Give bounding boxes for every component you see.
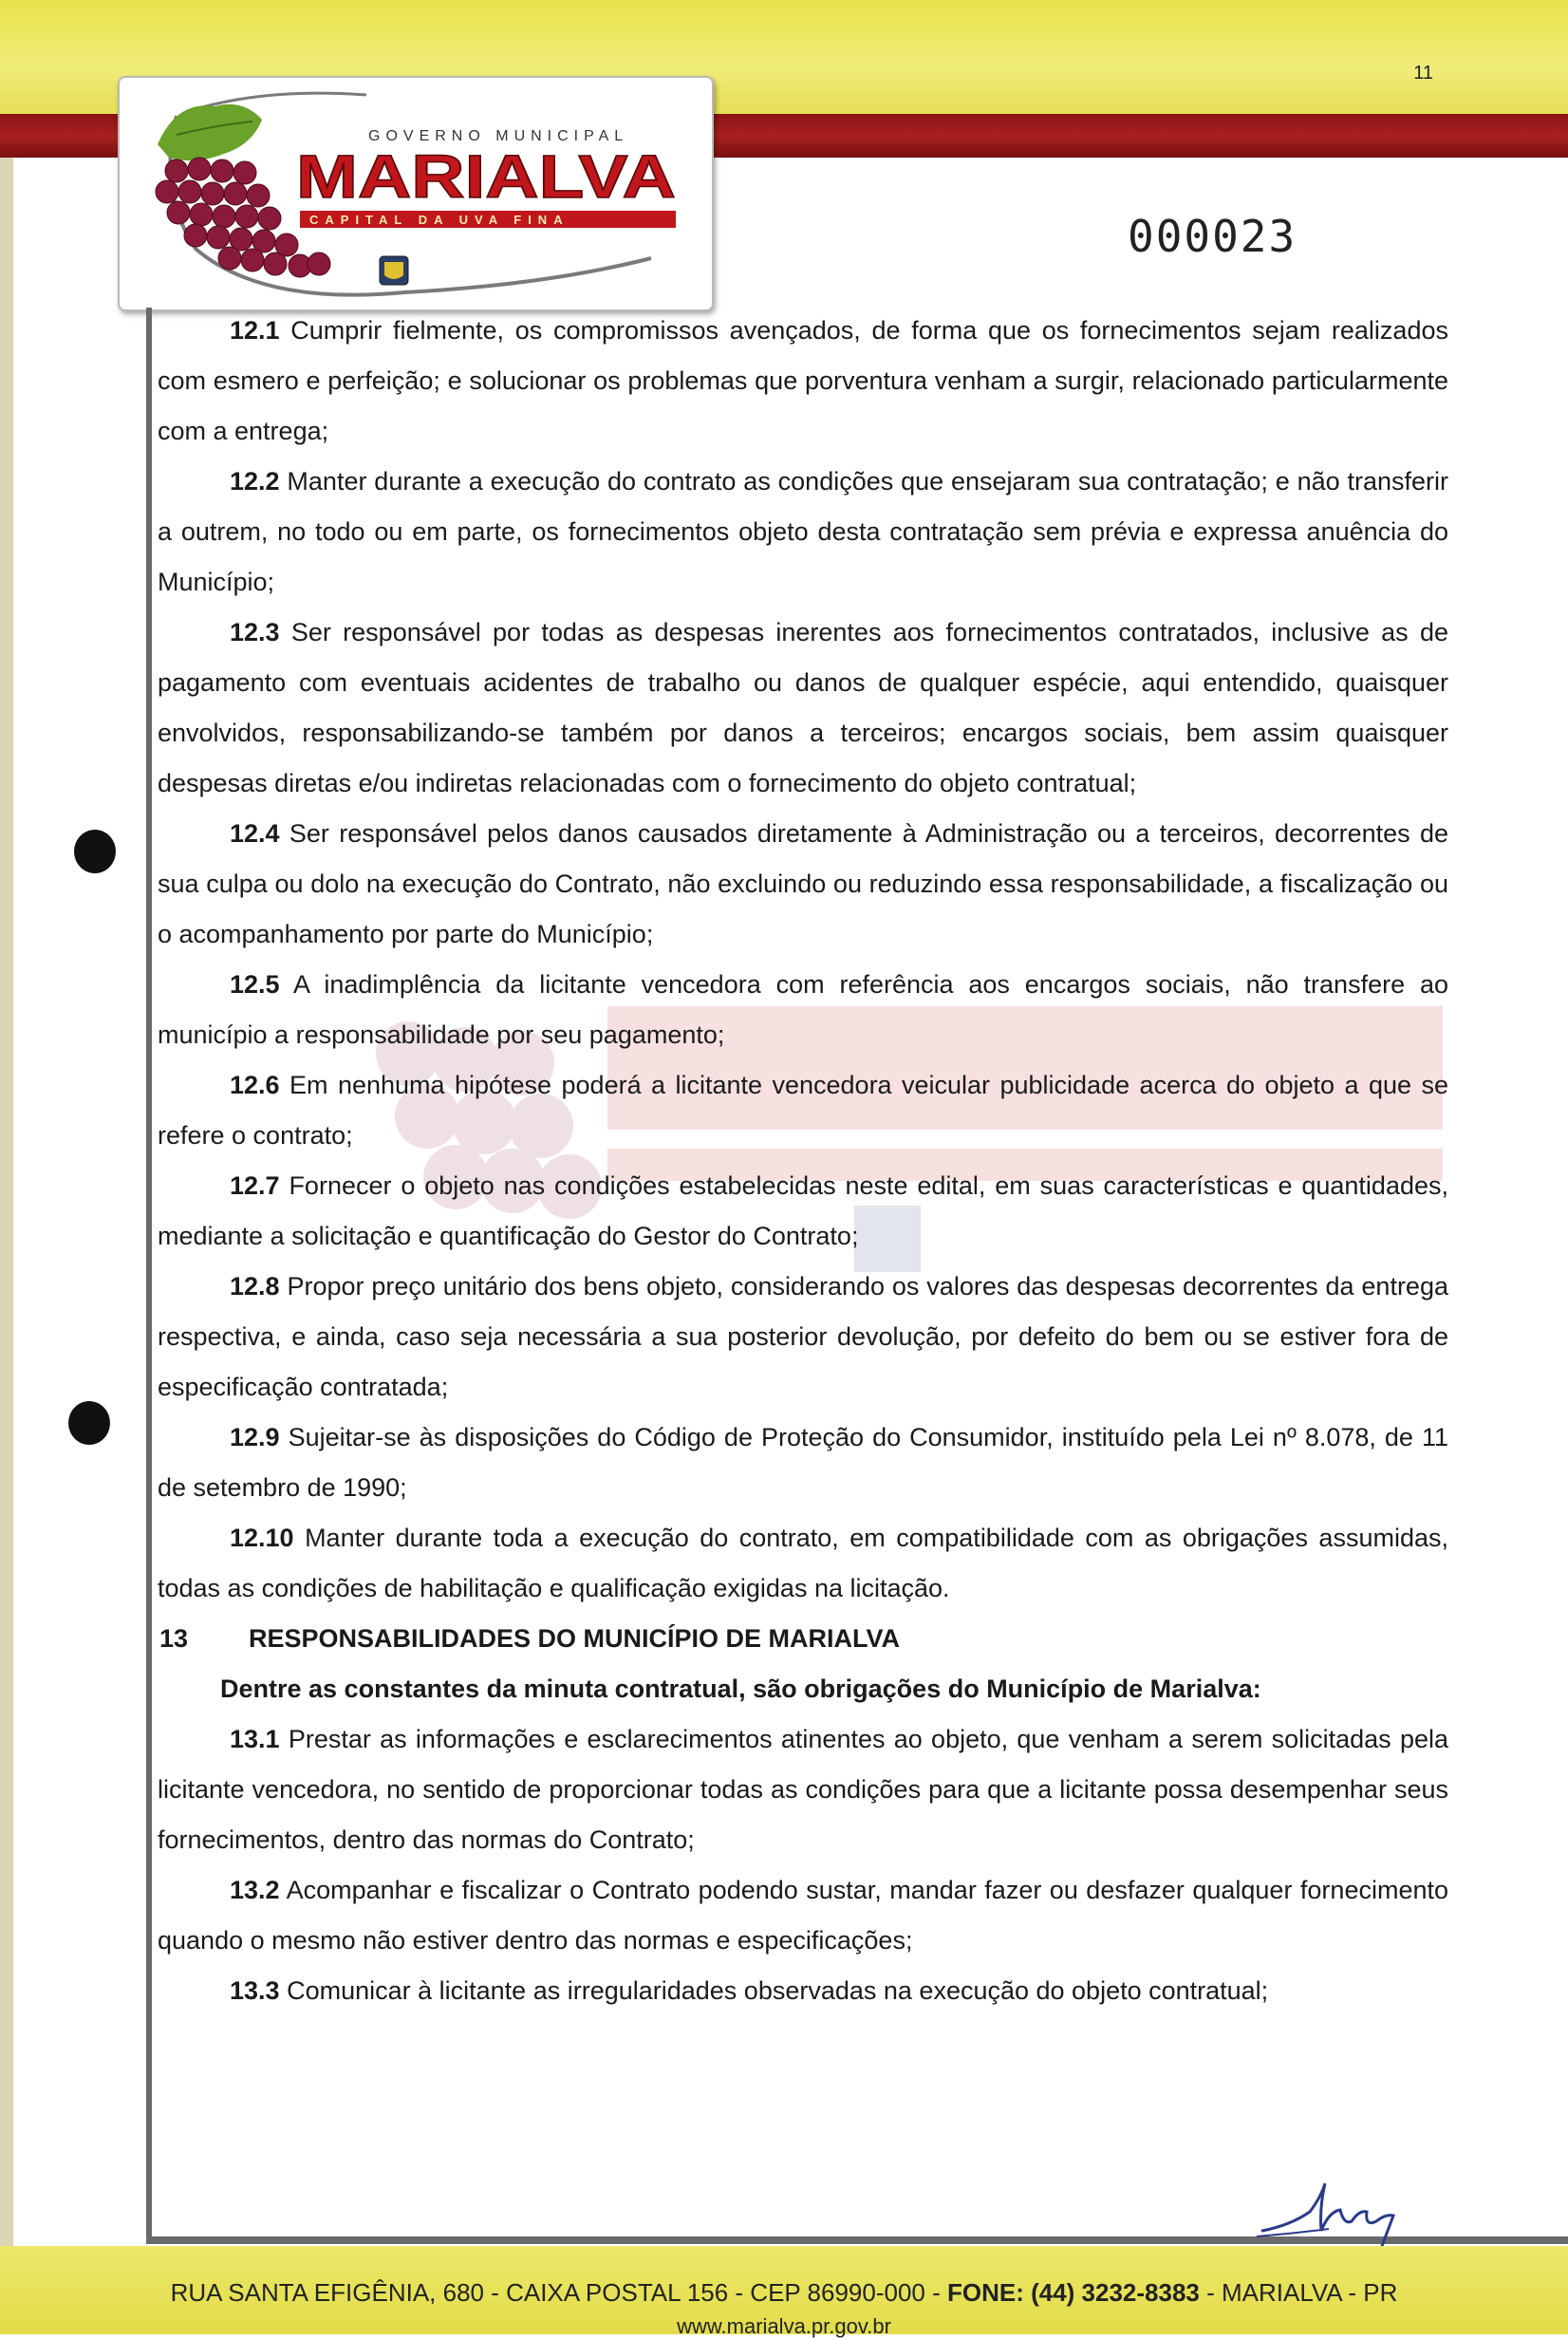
clause-13-3 (158, 1966, 1448, 2016)
punch-hole-bottom (68, 1401, 110, 1445)
clause-12-6 (158, 1060, 1448, 1161)
handwritten-signature (1253, 2174, 1424, 2250)
scan-left-strip (0, 158, 13, 2284)
clause-text: Prestar as informações e esclarecimentos atinentes ao objeto, que venham a serem solicitadas pela licitante vencedora, no sentido de proporcionar todas as condições para que a licitante possa desempenhar seus fornecimentos, dentro das normas do Contrato; (158, 1725, 1448, 1854)
clause-number: 13.1 (230, 1725, 280, 1753)
clause-12-2 (158, 457, 1448, 608)
clause-12-10 (158, 1513, 1448, 1614)
clause-number: 12.1 (230, 316, 280, 345)
clause-12-5 (158, 960, 1448, 1060)
document-stamp-number: 000023 (1128, 211, 1297, 262)
clause-number: 12.3 (230, 618, 280, 646)
clause-text: A inadimplência da licitante vencedora com referência aos encargos sociais, não transfere ao município a responsabilidade por seu pagamento; (158, 970, 1449, 1049)
logo-top-line: GOVERNO MUNICIPAL (368, 128, 629, 144)
clause-13-1 (158, 1714, 1448, 1865)
clause-number: 12.5 (230, 970, 280, 999)
logo-tagline: CAPITAL DA UVA FINA (309, 213, 569, 227)
clause-number: 13.2 (230, 1876, 280, 1904)
clause-13-2 (158, 1865, 1448, 1966)
clause-12-7 (158, 1161, 1448, 1262)
clause-number: 12.9 (230, 1423, 280, 1451)
clause-number: 12.7 (230, 1171, 280, 1200)
marialva-logo (118, 76, 714, 311)
clause-text: Propor preço unitário dos bens objeto, considerando os valores das despesas decorrentes da entrega respectiva, e ainda, caso seja necessária a sua posterior devolução, por defeito do bem ou se estiver fora de especificação contratada; (158, 1272, 1448, 1401)
clause-12-3 (158, 608, 1448, 809)
clause-12-1 (158, 306, 1448, 457)
clause-text: Ser responsável por todas as despesas inerentes aos fornecimentos contratados, inclusive as de pagamento com eventuais acidentes de trabalho ou danos de qualquer espécie, aqui entendido, quaisquer envolvidos, responsabilizando-se também por danos a terceiros; encargos sociais, bem assim quaisquer despesas diretas e/ou indiretas relacionadas com o fornecimento do objeto contratual; (158, 618, 1448, 797)
page-left-border (146, 308, 152, 2244)
section-title: RESPONSABILIDADES DO MUNICÍPIO DE MARIALVA (249, 1624, 901, 1653)
footer-city: - MARIALVA - PR (1206, 2278, 1398, 2307)
footer-website: www.marialva.pr.gov.br (677, 2314, 891, 2338)
grape-leaf-icon (158, 104, 262, 160)
clause-12-4 (158, 809, 1448, 960)
clause-number: 12.2 (230, 467, 280, 496)
logo-name: MARIALVA (296, 142, 676, 211)
clause-number: 12.8 (230, 1272, 280, 1300)
clause-text: Em nenhuma hipótese poderá a licitante vencedora veicular publicidade acerca do objeto a que se refere o contrato; (158, 1071, 1448, 1150)
punch-hole-top (74, 830, 116, 873)
footer-address: RUA SANTA EFIGÊNIA, 680 - CAIXA POSTAL 156 - CEP 86990-000 - (170, 2278, 941, 2307)
document-body (158, 306, 1448, 2016)
footer-address-line (0, 2278, 1568, 2308)
logo-graphic (120, 78, 712, 309)
clause-12-8 (158, 1262, 1448, 1413)
coat-of-arms-icon (380, 256, 408, 285)
clause-text: Manter durante toda a execução do contrato, em compatibilidade com as obrigações assumidas, todas as condições de habilitação e qualificação exigidas na licitação. (158, 1524, 1448, 1602)
clause-number: 13.3 (230, 1976, 280, 2005)
clause-text: Manter durante a execução do contrato as condições que ensejaram sua contratação; e não transferir a outrem, no todo ou em parte, os fornecimentos objeto desta contratação sem prévia e expressa anuência do Município; (158, 467, 1448, 596)
clause-text: Fornecer o objeto nas condições estabelecidas neste edital, em suas características e quantidades, mediante a solicitação e quantificação do Gestor do Contrato; (158, 1171, 1448, 1250)
clause-text: Sujeitar-se às disposições do Código de Proteção do Consumidor, instituído pela Lei nº 8.078, de 11 de setembro de 1990; (158, 1423, 1448, 1502)
footer-phone: FONE: (44) 3232-8383 (946, 2278, 1200, 2307)
clause-text: Comunicar à licitante as irregularidades observadas na execução do objeto contratual; (287, 1976, 1269, 2005)
section-13-heading (158, 1614, 1448, 1664)
clause-text: Acompanhar e fiscalizar o Contrato podendo sustar, mandar fazer ou desfazer qualquer fornecimento quando o mesmo não estiver dentro das normas e especificações; (158, 1876, 1448, 1955)
clause-number: 12.10 (230, 1524, 294, 1552)
clause-text: Cumprir fielmente, os compromissos avençados, de forma que os fornecimentos sejam realizados com esmero e perfeição; e solucionar os problemas que porventura venham a surgir, relacionado particularmente com a entrega; (158, 316, 1448, 445)
clause-12-9 (158, 1413, 1448, 1513)
clause-number: 12.6 (230, 1071, 280, 1099)
clause-text: Ser responsável pelos danos causados diretamente à Administração ou a terceiros, decorrentes de sua culpa ou dolo na execução do Contrato, não excluindo ou reduzindo essa responsabilidade, a fiscalização ou o acompanhamento por parte do Município; (158, 819, 1448, 948)
page-number: 11 (1413, 63, 1433, 84)
section-13-intro: Dentre as constantes da minuta contratual, são obrigações do Município de Marialva: (220, 1675, 1261, 1703)
section-number: 13 (159, 1624, 189, 1653)
clause-number: 12.4 (230, 819, 280, 848)
